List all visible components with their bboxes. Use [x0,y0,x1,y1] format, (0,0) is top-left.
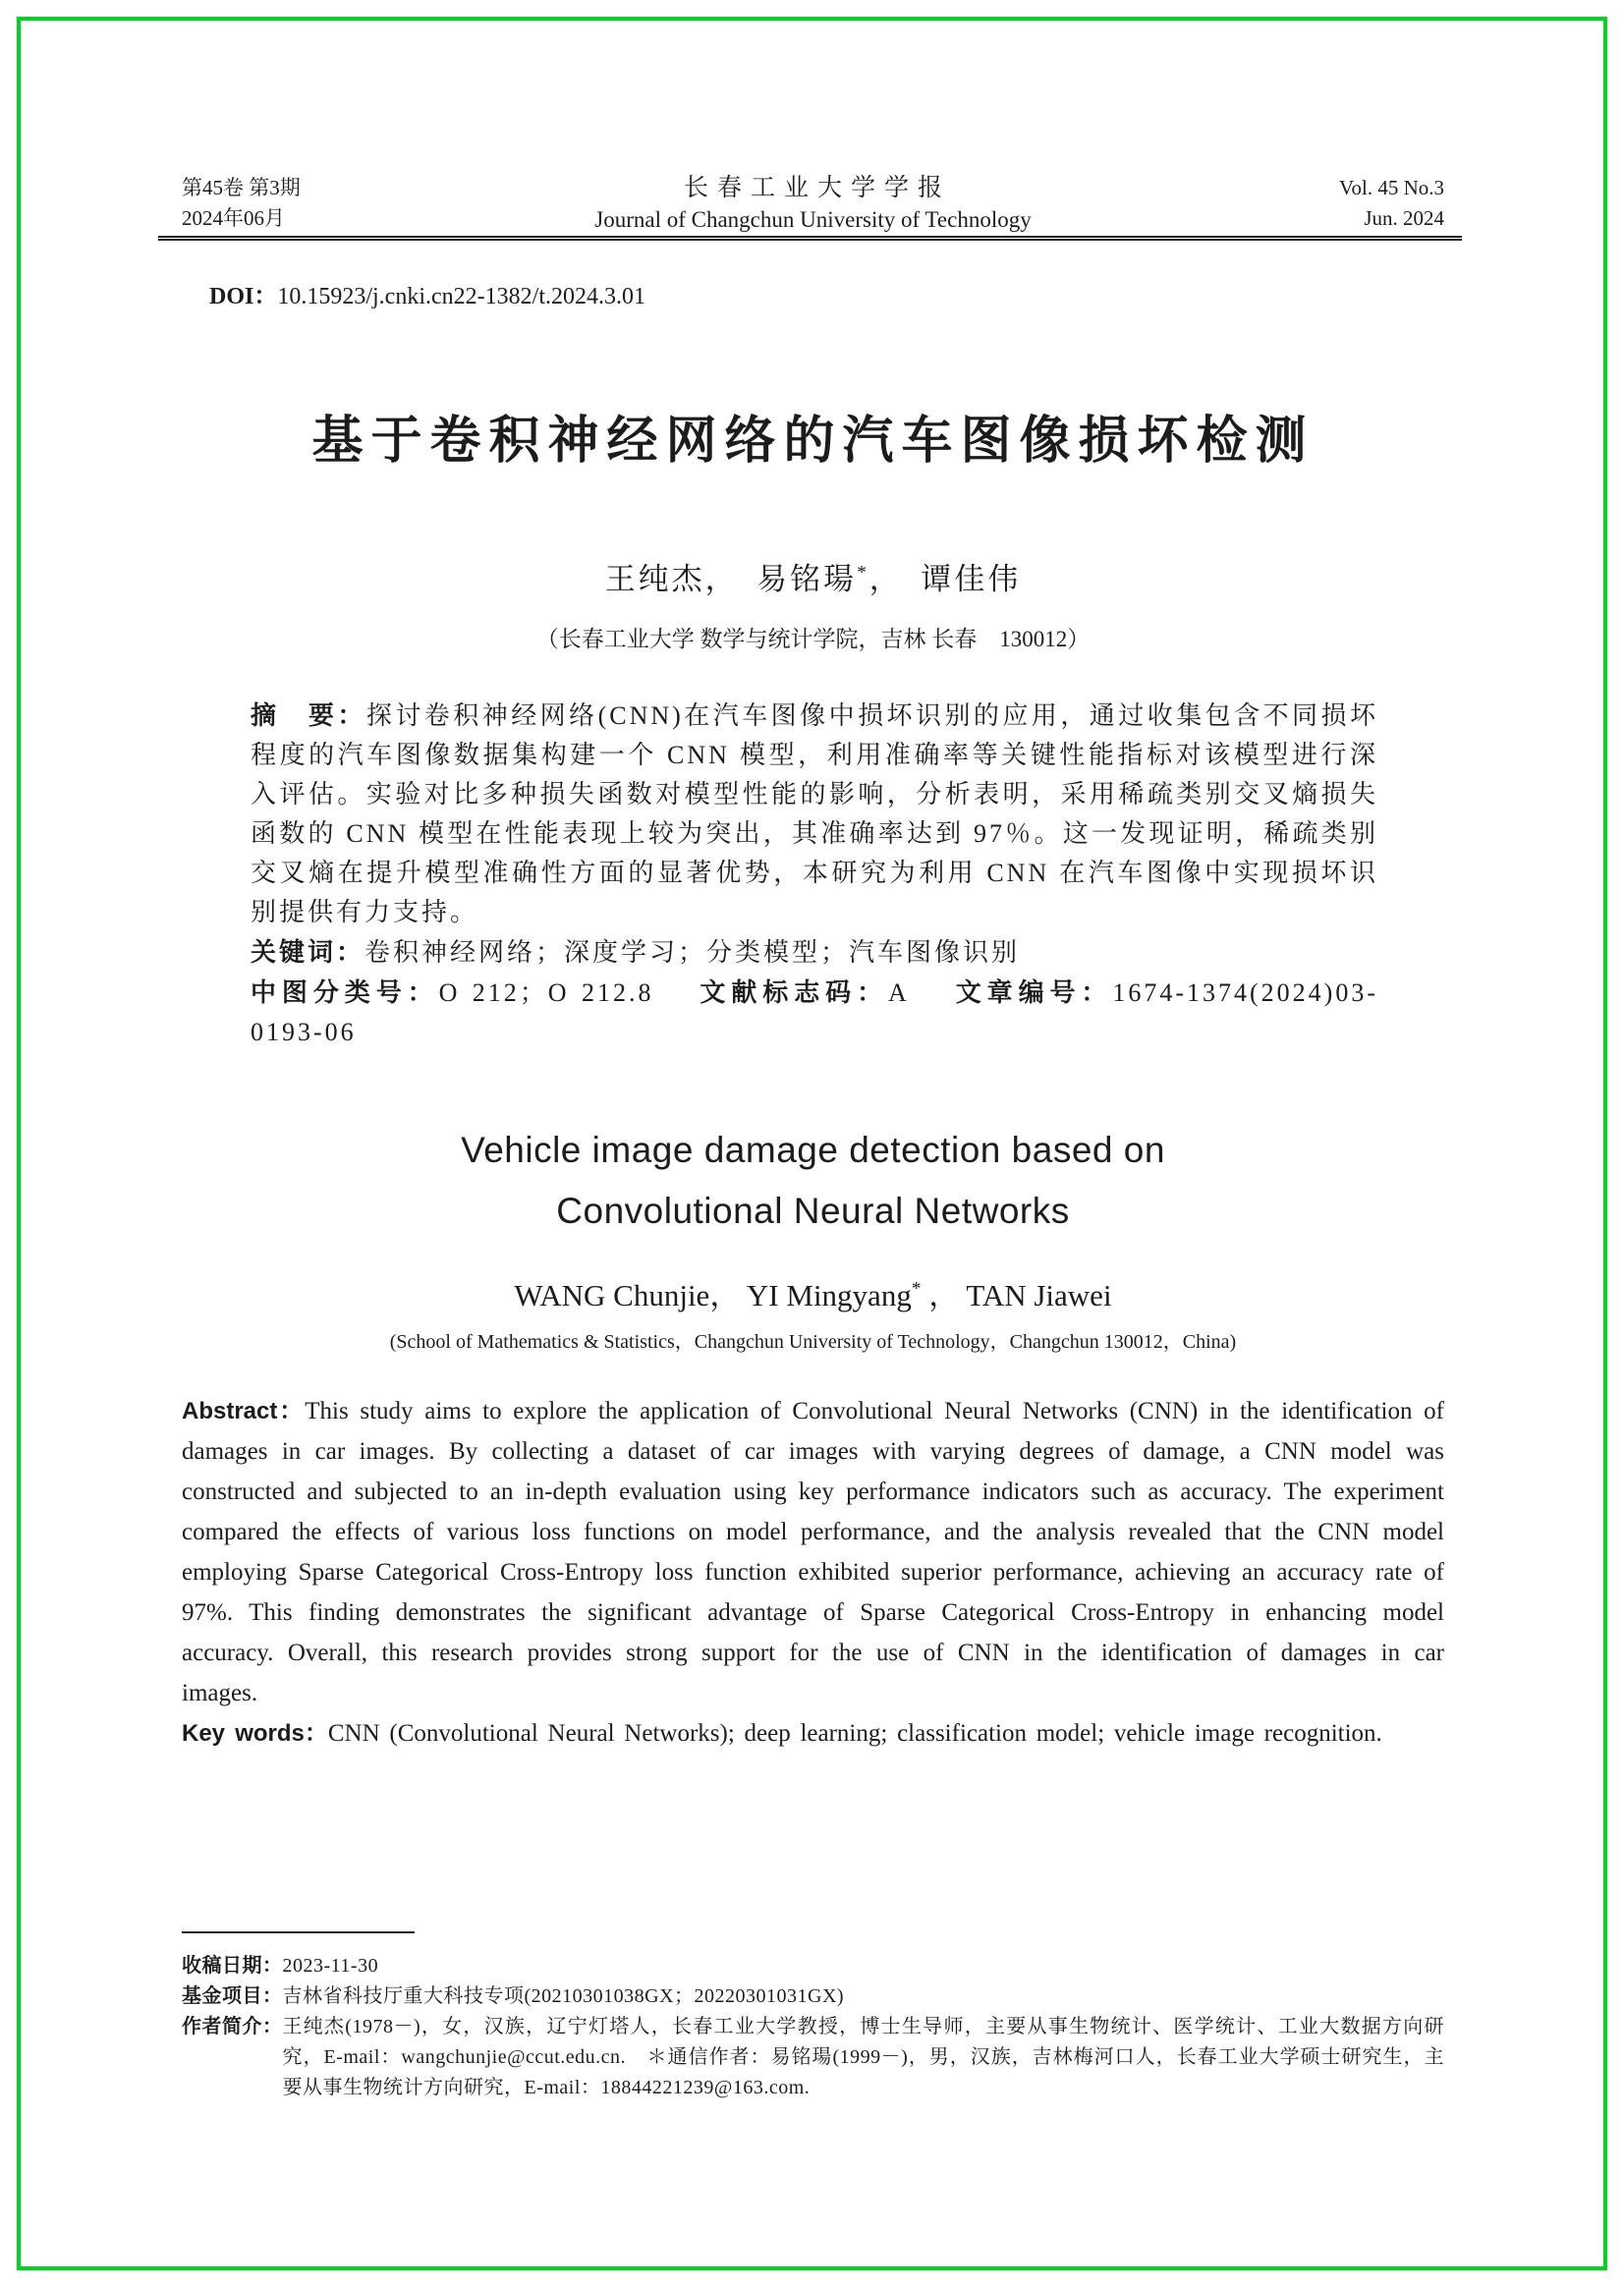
article-title-en [182,1120,1444,1242]
doc-code-pair [698,978,910,1007]
author-bio-label: 作者简介： [182,2016,283,2037]
affiliation-en: (School of Mathematics & Statistics，Changchun University of Technology，Changchun 130012，China) [389,1331,1237,1353]
keywords-label-en: Key words： [182,1720,328,1747]
clc-pair [251,978,654,1007]
footnote-divider [182,1931,415,1933]
doi-value: 10.15923/j.cnki.cn22-1382/t.2024.3.01 [277,284,645,309]
author-bio-value: 王纯杰(1978－)，女，汉族，辽宁灯塔人，长春工业大学教授，博士生导师，主要从事生物统计、医学统计、工业大数据方向研究，E-mail：wangchunjie@ccut.edu.cn. ＊通信作者：易铭瑒(1999－)，男，汉族，吉林梅河口人，长春工业大学硕士研究生，主要从事生物统计方向研究，E-mail：18844221239@163.com. [282,2016,1444,2098]
header-date-cn: 2024年06月 [182,206,285,230]
journal-title-cn: 长春工业大学学报 [683,175,951,201]
fund-row [182,1981,1444,2012]
article-id-value: 1674-1374(2024)03-0193-06 [251,978,1378,1046]
english-abstract-block [182,1391,1444,1754]
corresponding-author-mark-en: * [911,1278,922,1300]
abstract-label-en: Abstract： [182,1398,306,1424]
article-title-en-line1: Vehicle image damage detection based on [461,1130,1165,1170]
authors-cn [182,554,1444,598]
authors-cn-text: 王纯杰， 易铭瑒 [604,562,858,596]
journal-title-en: Journal of Changchun University of Technology [594,207,1032,232]
article-title-cn: 基于卷积神经网络的汽车图像损坏检测 [311,414,1315,470]
fund-label: 基金项目： [182,1985,283,2007]
affiliation-cn: （长春工业大学 数学与统计学院，吉林 长春 130012） [535,627,1091,651]
page-content [182,0,1444,2287]
abstract-cn [251,696,1378,932]
doi-line [209,276,645,310]
authors-en-text: WANG Chunjie， YI Mingyang [514,1278,912,1312]
abstract-text-cn: 探讨卷积神经网络(CNN)在汽车图像中损坏识别的应用，通过收集包含不同损坏程度的汽车图像数据集构建一个 CNN 模型，利用准确率等关键性能指标对该模型进行深入评估。实验对比多种损失函数对模型性能的影响，分析表明，采用稀疏类别交叉熵损失函数的 CNN 模型在性能表现上较为突出，其准确率达到 97％。这一发现证明，稀疏类别交叉熵在提升模型准确性方面的显著优势，本研究为利用 CNN 在汽车图像中实现损坏识别提供有力支持。 [251,701,1378,926]
journal-title-block [182,173,1444,236]
header-date-en: Jun. 2024 [1364,206,1444,230]
received-date-row [182,1951,1444,1981]
keywords-text-en: CNN (Convolutional Neural Networks); deep learning; classification model; vehicle image recognition. [327,1720,1382,1747]
article-title-en-line2: Convolutional Neural Networks [556,1191,1070,1231]
header-vol-en: Vol. 45 No.3 [1339,176,1444,199]
header-issue-cn: 第45卷 第3期 [182,176,301,199]
header-vol-block [1339,173,1444,234]
keywords-label-cn: 关键词： [251,937,365,967]
abstract-en [182,1391,1444,1713]
keywords-cn [251,932,1378,973]
authors-en [182,1270,1444,1314]
received-date-value: 2023-11-30 [282,1955,379,1977]
abstract-label-cn: 摘 要： [251,700,366,730]
authors-cn-text-2: ， 谭佳伟 [868,562,1022,596]
keywords-en [182,1713,1444,1754]
chinese-meta-block [251,696,1378,1052]
fund-value: 吉林省科技厅重大科技专项(20210301038GX；20220301031GX) [282,1985,845,2007]
keywords-value-cn: 卷积神经网络；深度学习；分类模型；汽车图像识别 [364,938,1021,967]
doi-label: DOI： [209,284,278,309]
authors-en-text-2: ， TAN Jiawei [921,1278,1112,1312]
footnote-section [182,1931,1444,2103]
received-date-label: 收稿日期： [182,1955,283,1977]
clc-label: 中图分类号： [251,977,439,1007]
corresponding-author-mark: * [857,562,869,584]
header-divider [158,236,1462,241]
doc-code-value: A [888,978,910,1007]
article-id-label: 文章编号： [952,977,1113,1007]
journal-header [182,173,1444,236]
clc-value: O 212；O 212.8 [438,978,654,1007]
clc-line [251,973,1378,1052]
doc-code-label: 文献标志码： [697,977,888,1007]
author-bio-row [182,2012,1444,2103]
abstract-text-en: This study aims to explore the application of Convolutional Neural Networks (CNN) in the identification of damages in car images. By collecting a dataset of car images with varying degrees of damage, a CNN model was constructed and subjected to an in-depth evaluation using key performance indicators such as accuracy. The experiment compared the effects of various loss functions on model performance, and the analysis revealed that the CNN model employing Sparse Categorical Cross-Entropy loss function exhibited superior performance, achieving an accuracy rate of 97%. This finding demonstrates the significant advantage of Sparse Categorical Cross-Entropy in enhancing model accuracy. Overall, this research provides strong support for the use of CNN in the identification of damages in car images. [182,1398,1445,1706]
